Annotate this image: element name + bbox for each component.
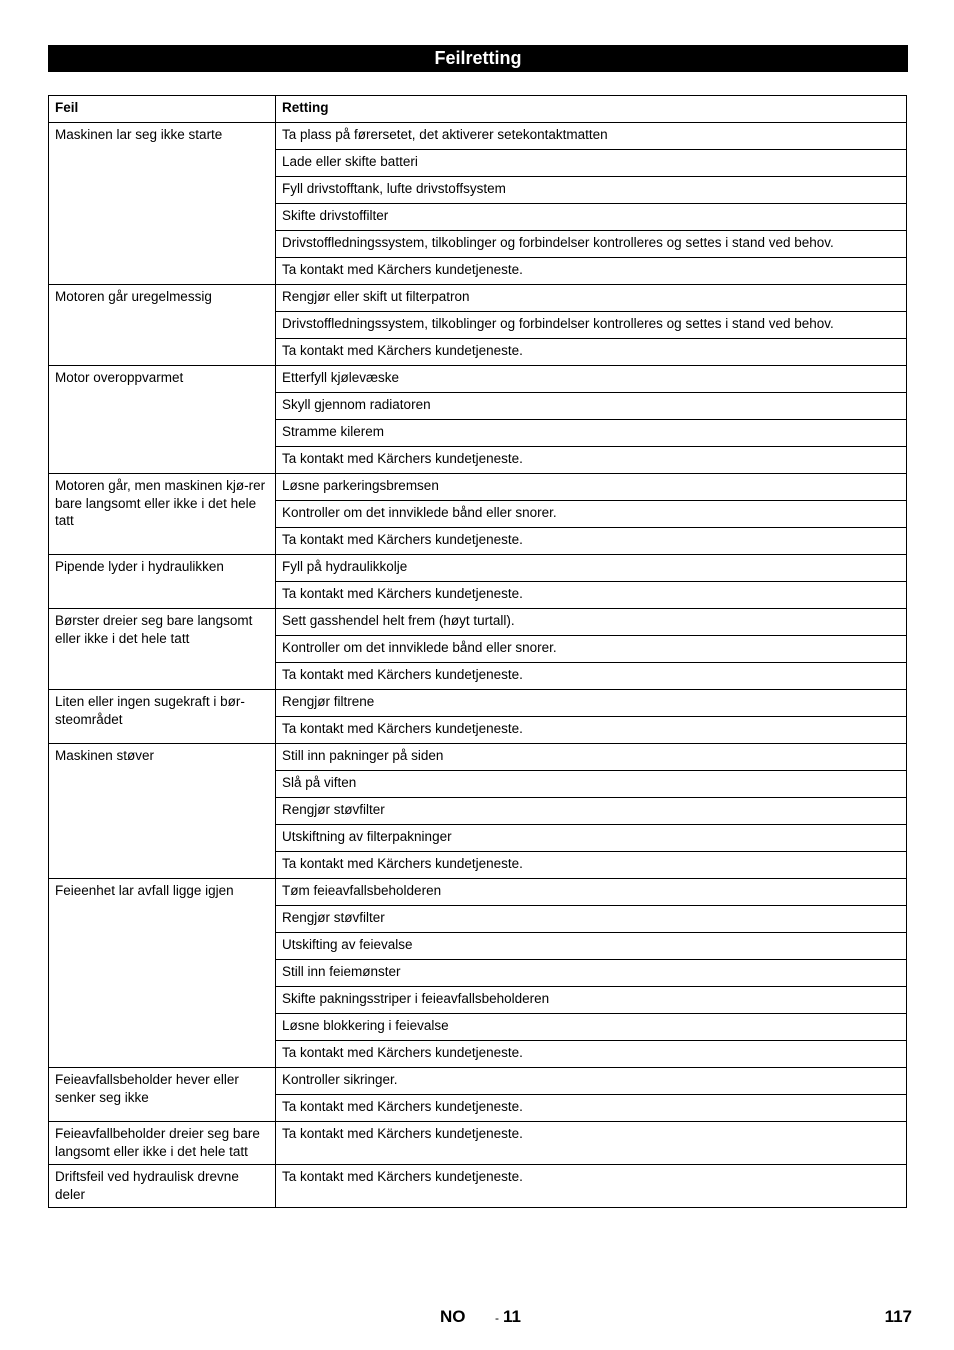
fix-cell: Ta kontakt med Kärchers kundetjeneste. xyxy=(276,1041,907,1068)
fault-cell: Pipende lyder i hydraulikken xyxy=(49,555,276,609)
fix-cell: Rengjør filtrene xyxy=(276,690,907,717)
footer-page-number: 117 xyxy=(884,1307,912,1326)
fix-cell: Etterfyll kjølevæske xyxy=(276,366,907,393)
fix-cell: Løsne parkeringsbremsen xyxy=(276,474,907,501)
table-row xyxy=(49,1122,907,1165)
fix-cell: Ta kontakt med Kärchers kundetjeneste. xyxy=(276,1095,907,1122)
fix-cell: Ta kontakt med Kärchers kundetjeneste. xyxy=(276,258,907,285)
fix-cell: Drivstoffledningssystem, tilkoblinger og forbindelser kontrolleres og settes i stand ved behov. xyxy=(276,231,907,258)
table-row xyxy=(49,285,907,312)
table-row xyxy=(49,555,907,582)
fix-cell: Stramme kilerem xyxy=(276,420,907,447)
fix-cell: Kontroller om det innviklede bånd eller snorer. xyxy=(276,636,907,663)
fault-cell: Feieavfallsbeholder hever eller senker seg ikke xyxy=(49,1068,276,1122)
fix-cell: Fyll drivstofftank, lufte drivstoffsystem xyxy=(276,177,907,204)
column-header-fix: Retting xyxy=(276,96,907,123)
fix-cell: Ta kontakt med Kärchers kundetjeneste. xyxy=(276,852,907,879)
section-title: Feilretting xyxy=(48,45,908,72)
footer-language: NO xyxy=(440,1307,466,1326)
fix-cell: Slå på viften xyxy=(276,771,907,798)
table-row xyxy=(49,744,907,771)
table-row xyxy=(49,474,907,501)
fix-cell: Fyll på hydraulikkolje xyxy=(276,555,907,582)
fault-cell: Maskinen støver xyxy=(49,744,276,879)
fix-cell: Ta kontakt med Kärchers kundetjeneste. xyxy=(276,447,907,474)
fix-cell: Tøm feieavfallsbeholderen xyxy=(276,879,907,906)
table-row xyxy=(49,690,907,717)
fault-cell: Driftsfeil ved hydraulisk drevne deler xyxy=(49,1165,276,1208)
fault-cell: Motoren går uregelmessig xyxy=(49,285,276,366)
table-row xyxy=(49,1068,907,1095)
footer-section-page xyxy=(495,1307,521,1327)
fix-cell: Utskiftning av filterpakninger xyxy=(276,825,907,852)
fix-cell: Rengjør eller skift ut filterpatron xyxy=(276,285,907,312)
table-row xyxy=(49,609,907,636)
fix-cell: Drivstoffledningssystem, tilkoblinger og forbindelser kontrolleres og settes i stand ved behov. xyxy=(276,312,907,339)
fault-cell: Liten eller ingen sugekraft i bør-steområdet xyxy=(49,690,276,744)
fault-cell: Feieavfallbeholder dreier seg bare langsomt eller ikke i det hele tatt xyxy=(49,1122,276,1165)
fault-cell: Maskinen lar seg ikke starte xyxy=(49,123,276,285)
fix-cell: Kontroller sikringer. xyxy=(276,1068,907,1095)
fault-cell: Motor overoppvarmet xyxy=(49,366,276,474)
table-row xyxy=(49,366,907,393)
fault-cell: Børster dreier seg bare langsomt eller ikke i det hele tatt xyxy=(49,609,276,690)
fix-cell: Ta kontakt med Kärchers kundetjeneste. xyxy=(276,339,907,366)
fix-cell: Ta kontakt med Kärchers kundetjeneste. xyxy=(276,582,907,609)
fix-cell: Ta plass på førersetet, det aktiverer setekontaktmatten xyxy=(276,123,907,150)
table-row xyxy=(49,879,907,906)
footer-dash: - xyxy=(495,1311,499,1325)
table-row xyxy=(49,123,907,150)
fix-cell: Still inn feiemønster xyxy=(276,960,907,987)
fix-cell: Kontroller om det innviklede bånd eller snorer. xyxy=(276,501,907,528)
fix-cell: Lade eller skifte batteri xyxy=(276,150,907,177)
fix-cell: Utskifting av feievalse xyxy=(276,933,907,960)
fix-cell: Ta kontakt med Kärchers kundetjeneste. xyxy=(276,1122,907,1165)
column-header-fault: Feil xyxy=(49,96,276,123)
fault-cell: Feieenhet lar avfall ligge igjen xyxy=(49,879,276,1068)
table-body xyxy=(49,123,907,1208)
troubleshooting-table xyxy=(48,95,907,1208)
fix-cell: Skifte pakningsstriper i feieavfallsbeholderen xyxy=(276,987,907,1014)
fix-cell: Ta kontakt med Kärchers kundetjeneste. xyxy=(276,717,907,744)
fix-cell: Ta kontakt med Kärchers kundetjeneste. xyxy=(276,1165,907,1208)
table-header-row xyxy=(49,96,907,123)
fix-cell: Ta kontakt med Kärchers kundetjeneste. xyxy=(276,663,907,690)
fix-cell: Skyll gjennom radiatoren xyxy=(276,393,907,420)
fix-cell: Sett gasshendel helt frem (høyt turtall). xyxy=(276,609,907,636)
footer-section-page-number: 11 xyxy=(503,1307,521,1326)
fix-cell: Rengjør støvfilter xyxy=(276,906,907,933)
fix-cell: Rengjør støvfilter xyxy=(276,798,907,825)
fix-cell: Skifte drivstoffilter xyxy=(276,204,907,231)
fix-cell: Løsne blokkering i feievalse xyxy=(276,1014,907,1041)
fault-cell: Motoren går, men maskinen kjø-rer bare langsomt eller ikke i det hele tatt xyxy=(49,474,276,555)
table-row xyxy=(49,1165,907,1208)
fix-cell: Still inn pakninger på siden xyxy=(276,744,907,771)
fix-cell: Ta kontakt med Kärchers kundetjeneste. xyxy=(276,528,907,555)
